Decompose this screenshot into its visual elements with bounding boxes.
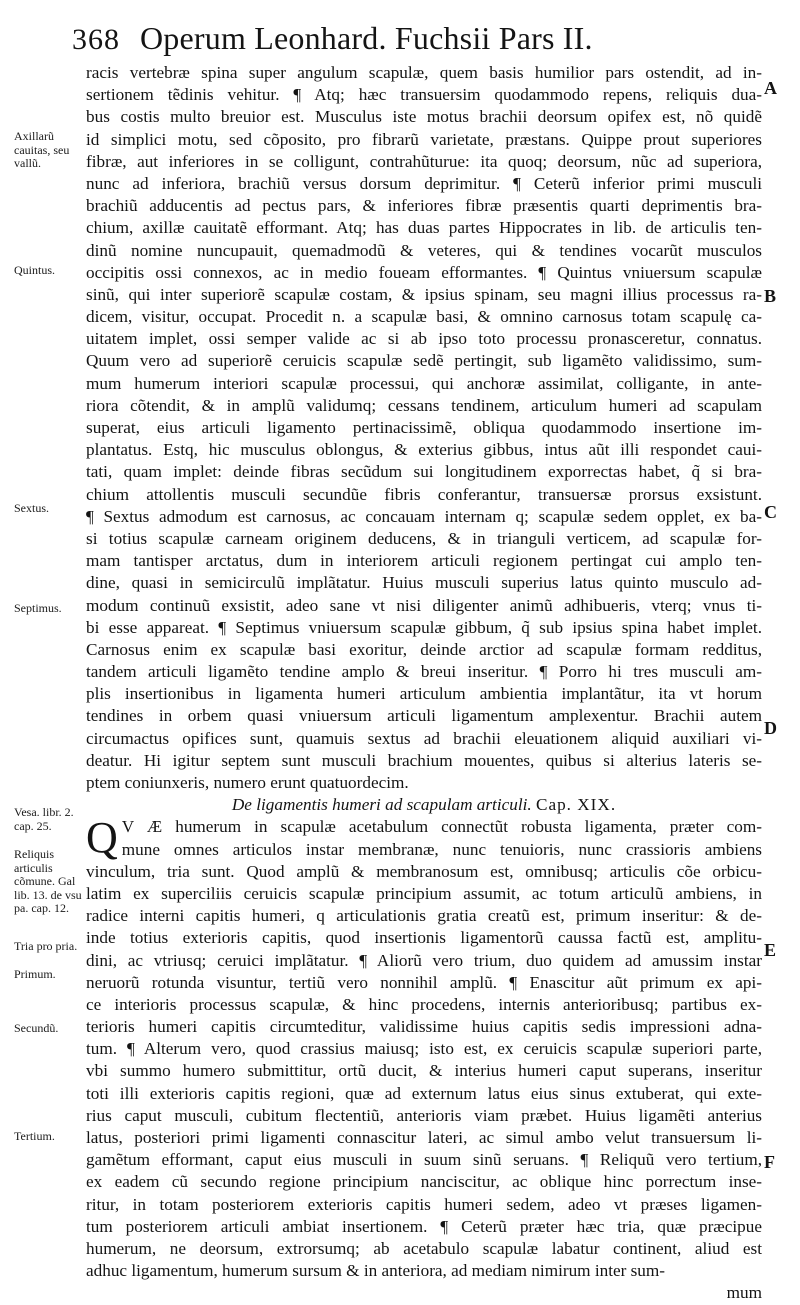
text-line: uitatem implet, ossi semper valide ac si ab ipso toto processu pronasceretur, connatus. bbox=[86, 329, 762, 349]
margin-note: Quintus. bbox=[14, 263, 56, 277]
text-line: ce interioris processus scapulæ, & hinc procedens, internis anterioribusq; partibus ex- bbox=[86, 994, 762, 1014]
text-line: latim ex superciliis ceruicis scapulæ principium assumit, ac totum articulũ ambiens, in bbox=[86, 883, 762, 903]
page-number: 368 bbox=[72, 23, 120, 56]
text-line: rius caput musculi, cubitum flectentiũ, anterioris viam præbet. Huius ligamẽti anterius bbox=[86, 1105, 762, 1125]
text-line: ¶ Sextus admodum est carnosus, ac concauam internam q; scapulæ sedem opplet, ex ba- bbox=[86, 506, 762, 526]
text-line: ritur, in totam posteriorem exterioris capitis humeri sedem, adeo vt præses ligamen- bbox=[86, 1194, 762, 1214]
text-line: fibræ, aut inferiores in se colligunt, contrahũturue: ita quoq; deorsum, nũc ad superiora, bbox=[86, 151, 762, 171]
text-line: sertionem tẽdinis vehitur. ¶ Atq; hæc transuersim quodammodo repens, reliquis dua- bbox=[86, 85, 762, 105]
text-line: chium attollentis musculi secundũe fibris conferantur, transuersæ prorsus exsistunt. bbox=[86, 484, 762, 504]
catchword: mum bbox=[726, 1283, 762, 1303]
drop-cap: Q bbox=[86, 813, 118, 863]
text-line: mam tantisper arctatus, dum in interiorem articuli regionem pertingat cui amplo ten- bbox=[86, 551, 762, 571]
margin-note: Sextus. bbox=[14, 501, 50, 515]
text-line: inde totius exterioris capitis, quod insertionis ligamentorũ caussa factũ est, amplitu- bbox=[86, 928, 762, 948]
margin-note: Axillarũ cauitas, seu vallũ. bbox=[14, 129, 70, 170]
text-line: bus costis multo breuior est. Musculus iste motus brachii deorsum opifex est, nõ quidẽ bbox=[86, 107, 762, 127]
text-line: mum humerum interiori scapulæ processui, qui anchoræ assimilat, colligante, in ante- bbox=[86, 373, 762, 393]
text-line: vinculum, tria sunt. Quod amplũ & membranosum est, omnibusq; articulis cõe orbicu- bbox=[86, 861, 762, 881]
text-line: chium, axillæ cauitatẽ efformant. Atq; has duas partes Hippocrates in lib. de articulis ten- bbox=[86, 218, 762, 238]
text-line: tati, quam implet: deinde fibras secũdum sui longitudinem exporrectas habet, q̃ si bra- bbox=[86, 462, 762, 482]
text-line: riora cõtendit, & in amplũ validumq; cessans tendinem, articulum humeri ad scapulam bbox=[86, 395, 762, 415]
margin-note: Septimus. bbox=[14, 601, 62, 615]
section-letter: E bbox=[764, 940, 777, 960]
running-title: Operum Leonhard. Fuchsii Pars II. bbox=[140, 20, 593, 56]
text-line: toti illi exterioris capitis regioni, quæ ad externum latus eius sinus extuberat, qui exte- bbox=[86, 1083, 762, 1103]
text-line: sinũ, qui inter superiorẽ scapulæ costam, & ipsius spinam, seu magni illius processus ra- bbox=[86, 284, 762, 304]
margin-note: Tertium. bbox=[14, 1129, 55, 1143]
text-line: racis vertebræ spina super angulum scapulæ, quem basis humilior pars ostendit, ad in- bbox=[86, 63, 762, 82]
text-line: neruorũ rotunda visuntur, tertiũ vero nonnihil amplũ. ¶ Enascitur aũt primum ex api- bbox=[86, 972, 762, 992]
text-line: latus, posteriori primi ligamenti connascitur lateri, ac simul ambo velut transuersum li- bbox=[86, 1128, 762, 1147]
text-line: plantatus. Estq, hic musculus oblongus, & exterius gibbus, intus aũt illi respondet caui- bbox=[86, 440, 762, 460]
text-line: gamẽtum efformant, caput eius musculi in suum sinũ seruans. ¶ Reliquũ vero tertium, bbox=[86, 1150, 762, 1170]
text-line: brachiũ adducentis ad pectus pars, & inferiores fibræ præsentis quarti deprimentis bra- bbox=[86, 196, 762, 216]
text-line: dini, ac vtriusq; ceruici implãtatur. ¶ Aliorũ vero trium, duo quidem ad amussim instar bbox=[86, 950, 762, 970]
margin-note: Primum. bbox=[14, 967, 56, 981]
text-line: tandem articuli ligamẽto tendine amplo & breui inseritur. ¶ Porro hi tres musculi am- bbox=[86, 662, 762, 682]
section-letter: D bbox=[764, 718, 777, 738]
text-line: vbi summo humero submittitur, ortũ ducit, & interius humeri caput superans, inseritur bbox=[86, 1061, 762, 1081]
text-line: si totius scapulæ carneam originem deducens, & in trianguli verticem, ad scapulæ for- bbox=[86, 528, 762, 548]
text-line: dinũ nomine nuncupauit, quemadmodũ & veteres, qui & tendines vocarũt musculos bbox=[86, 240, 762, 260]
text-line: ptem coniunxeris, numero erunt quatuordecim. bbox=[86, 773, 409, 792]
chapter-number: Cap. XIX. bbox=[535, 795, 617, 815]
chapter-heading bbox=[86, 794, 762, 816]
text-line: deatur. Hi igitur septem sunt musculi brachium mouentes, quibus si alterius lateris se- bbox=[86, 750, 762, 770]
text-line: nunc ad inferiora, brachiũ versus dorsum deprimitur. ¶ Ceterũ inferior primi musculi bbox=[86, 173, 762, 193]
margin-note: Secundũ. bbox=[14, 1021, 59, 1035]
text-line: ex eadem cũ secundo regione principium nanciscitur, ac oblique hinc porrectum inse- bbox=[86, 1172, 762, 1192]
text-line: dicem, visitur, occupat. Procedit n. a scapulæ basi, & omnino carnosus totam scapulę ca- bbox=[86, 307, 762, 327]
text-line: adhuc ligamentum, humerum sursum & in anteriora, ad mediam nimirum inter sum- bbox=[86, 1261, 665, 1281]
text-line: tum. ¶ Alterum vero, quod crassius maiusq; isto est, ex ceruicis scapulæ superiori parte, bbox=[86, 1039, 762, 1059]
chapter-title: De ligamentis humeri ad scapulam articuli. bbox=[231, 795, 532, 815]
text-line: circumactus opifices sunt, quamuis sextus ad brachii eleuationem aliquid auxiliari vi- bbox=[86, 728, 762, 748]
text-line: superat, eius articuli ligamento pertinacissimẽ, obliqua quodammodo insertione im- bbox=[86, 418, 762, 437]
section-letter: A bbox=[764, 78, 777, 98]
text-line: radice interni capitis humeri, q articulationis gratia creatũ est, primum inseritur: & de- bbox=[86, 906, 762, 926]
text-line: modum continuũ exsistit, adeo sane vt nisi diligenter animũ adhibueris, vterq; vnus ti- bbox=[86, 595, 762, 615]
text-section-1 bbox=[86, 62, 762, 794]
text-line: humerum, ne deorsum, extrorsumq; ab acetabulo scapulæ labatur continent, aliud est bbox=[86, 1238, 762, 1258]
text-line: dine, quasi in semicirculũ implãtatur. Huius musculi superius latus quinto musculo ad- bbox=[86, 573, 762, 593]
text-line: terioris humeri capitis circumteditur, validissime huius capitis sedis impressioni adna- bbox=[86, 1017, 762, 1037]
text-line: Carnosus enim ex scapulæ basi exoritur, deinde arctior ad scapulæ formam redditus, bbox=[86, 639, 762, 659]
text-line: id simplici motu, sed cõposito, pro fibrarũ varietate, præstans. Quippe prout superiores bbox=[86, 129, 762, 149]
text-line: tendines in orbem quasi vniuersum articuli ligamentum amplexentur. Brachii autem bbox=[86, 706, 762, 726]
text-line: mune omnes articulos instar membranæ, nunc tenuioris, nunc crassioris ambiens bbox=[121, 839, 762, 859]
text-line: Quum vero ad superiorẽ ceruicis scapulæ sedẽ pertingit, sub ligamẽto validissimo, sum- bbox=[86, 351, 762, 371]
margin-note: Reliquis articulis cõmune. Gal lib. 13. de vsu pa. cap. 12. bbox=[14, 847, 82, 915]
text-line: tum posteriorem articuli ambiat insertionem. ¶ Ceterũ præter hæc tria, quæ præcipue bbox=[86, 1216, 762, 1236]
section-letter: C bbox=[764, 502, 777, 522]
text-line: V Æ humerum in scapulæ acetabulum connectũt robusta ligamenta, præter com- bbox=[121, 817, 762, 837]
page-header bbox=[72, 20, 712, 64]
text-line: plis insertionibus in ligamenta humeri articulum ambientia implantãtur, ita vt horum bbox=[86, 684, 762, 704]
margin-note: Tria pro pria. bbox=[14, 939, 78, 953]
section-letter: B bbox=[764, 286, 777, 306]
margin-note: Vesa. libr. 2. cap. 25. bbox=[14, 805, 74, 833]
main-text-block bbox=[86, 62, 762, 1305]
section-letter: F bbox=[764, 1152, 775, 1172]
text-section-2 bbox=[86, 813, 762, 1282]
text-line: bi esse appareat. ¶ Septimus vniuersum scapulæ gibbum, q̃ sub ipsius spina habet implet. bbox=[86, 617, 762, 637]
text-line: occipitis ossi connexos, ac in medio foueam efformantes. ¶ Quintus vniuersum scapulæ bbox=[86, 262, 762, 282]
